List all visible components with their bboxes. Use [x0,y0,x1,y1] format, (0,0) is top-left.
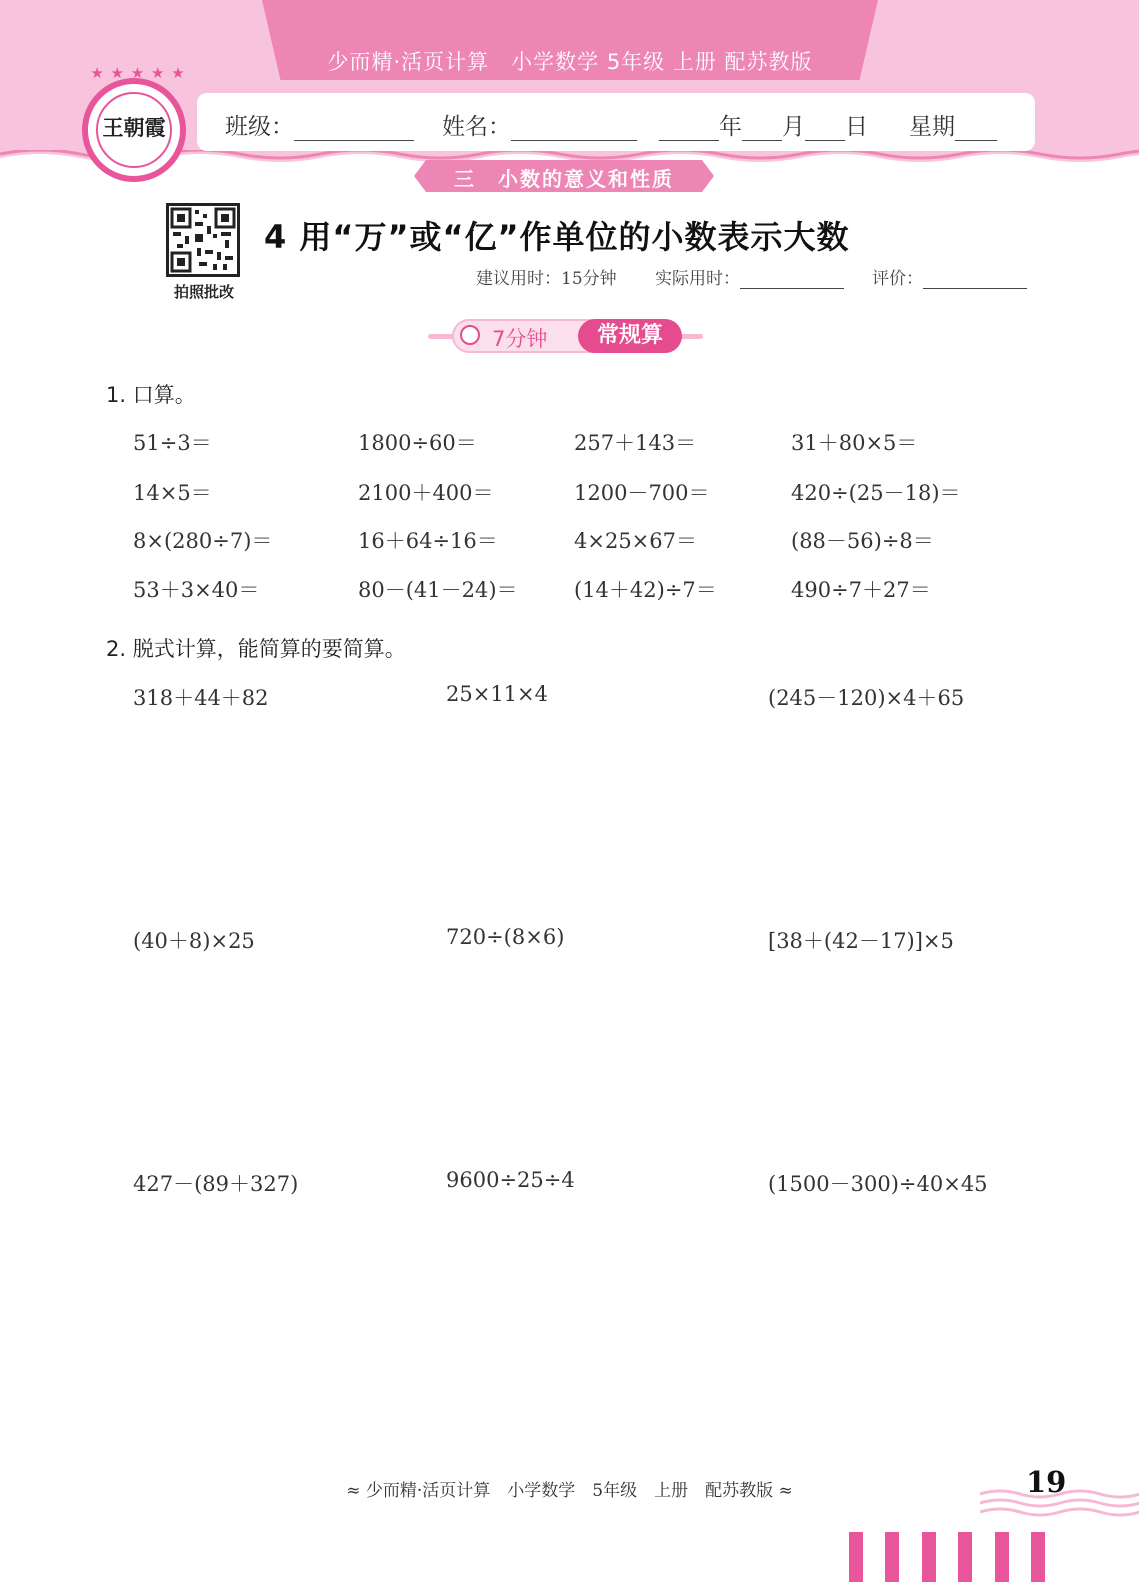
q1-item: 14×5＝ [133,481,212,505]
class-label: 班级： [225,114,294,140]
student-info-box [197,93,1035,151]
q2-item: [38＋(42－17)]×5 [768,929,954,953]
logo-stars-icon: ★ ★ ★ ★ ★ [90,64,186,82]
timer-icon [460,325,480,345]
month-label: 月 [782,114,805,140]
weekday-field[interactable] [909,108,997,141]
q1-item: 80－(41－24)＝ [358,578,518,602]
day-label: 日 [845,114,868,140]
q2-item: 427－(89＋327) [133,1172,299,1196]
evaluation-blank[interactable] [923,268,1027,289]
actual-time-label: 实际用时： [655,269,740,289]
logo-text: 王朝霞 [102,115,166,140]
lesson-title: 4 用“万”或“亿”作单位的小数表示大数 [264,218,850,256]
weekday-label: 星期 [909,114,955,140]
brand-logo [82,78,186,182]
badge-type: 常规算 [578,319,682,353]
chapter-title: 三 小数的意义和性质 [454,167,674,191]
class-field[interactable] [225,108,414,141]
footer-stripe [958,1532,972,1582]
footer-stripe [885,1532,899,1582]
qr-pattern [169,206,237,274]
qr-label: 拍照批改 [173,283,234,301]
q1-item: 420÷(25－18)＝ [791,481,961,505]
page-number: 19 [1026,1465,1067,1499]
date-field[interactable] [659,108,868,141]
q1-item: (14＋42)÷7＝ [574,578,717,602]
q1-item: 53＋3×40＝ [133,578,260,602]
q2-heading: 2. 脱式计算，能简算的要简算。 [106,637,406,661]
suggested-time: 建议用时：15分钟 [476,269,617,289]
weekday-blank[interactable] [955,116,997,141]
name-label: 姓名： [442,114,511,140]
footer-stripe [849,1532,863,1582]
q1-item: 257＋143＝ [574,431,697,455]
actual-time-blank[interactable] [740,268,844,289]
q1-item: 1800÷60＝ [358,431,477,455]
q2-item: (1500－300)÷40×45 [768,1172,988,1196]
section-badge [428,319,703,353]
class-blank[interactable] [294,116,414,141]
q1-item: 4×25×67＝ [574,529,697,553]
q1-heading: 1. 口算。 [106,383,196,407]
actual-time-field[interactable] [655,264,844,289]
month-blank[interactable] [742,116,782,141]
q2-item: (40＋8)×25 [133,929,255,953]
year-blank[interactable] [659,116,719,141]
badge-time: 7分钟 [492,327,548,351]
q1-item: (88－56)÷8＝ [791,529,934,553]
q1-item: 8×(280÷7)＝ [133,529,273,553]
name-field[interactable] [442,108,637,141]
q2-item: 9600÷25÷4 [446,1168,575,1192]
evaluation-field[interactable] [872,264,1027,289]
q2-item: 25×11×4 [446,682,548,706]
year-label: 年 [719,114,742,140]
day-blank[interactable] [805,116,845,141]
q1-item: 31＋80×5＝ [791,431,918,455]
q2-item: 318＋44＋82 [133,686,269,710]
footer-stripe [1031,1532,1045,1582]
series-title: 少而精·活页计算 小学数学 5年级 上册 配苏教版 [327,50,813,74]
q1-item: 1200－700＝ [574,481,710,505]
q1-item: 51÷3＝ [133,431,212,455]
q2-item: 720÷(8×6) [446,925,565,949]
footer-series: ≈ 少而精·活页计算 小学数学 5年级 上册 配苏教版 ≈ [346,1481,793,1501]
qr-code-icon[interactable] [166,203,240,277]
q2-item: (245－120)×4＋65 [768,686,965,710]
evaluation-label: 评价： [872,269,923,289]
q1-item: 16＋64÷16＝ [358,529,498,553]
footer-stripe [922,1532,936,1582]
name-blank[interactable] [511,116,637,141]
q1-item: 2100＋400＝ [358,481,494,505]
q1-item: 490÷7＋27＝ [791,578,931,602]
footer-stripe [995,1532,1009,1582]
